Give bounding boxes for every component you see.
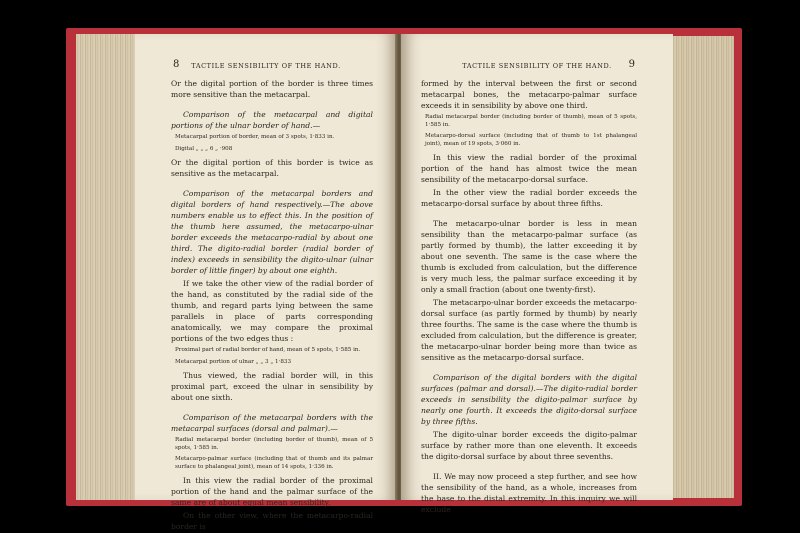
paragraph: If we take the other view of the radial border of the hand, as constituted by the radial side of the thumb, and regard parts lying between the same parallels in place of parts corresponding anatomically, we may compare the proximal portions of the two edges thus : [171, 279, 373, 343]
section-paragraph: Comparison of the metacarpal borders and digital borders of hand respectively.—The above numbers enable us to effect this. In the position of the thumb here assumed, the metacarpo-ulnar border exceeds the metacarpo-radial by about one third. The digito-radial border (radial border of index) exceeds in sensibility the digito-ulnar (ulnar border of little finger) by about one eighth. [171, 189, 373, 275]
paragraph: Thus viewed, the radial border will, in this proximal part, exceed the ulnar in sensibility by about one sixth. [171, 371, 373, 402]
left-running-head [135, 59, 397, 78]
section-heading: Comparison of the metacarpal and digital portions of the ulnar border of hand.— [171, 110, 373, 130]
right-page-text [401, 78, 673, 515]
data-line: Metacarpo-dorsal surface (including that of thumb to 1st phalangeal joint), mean of 19 spots, 3·060 in. [425, 133, 637, 147]
data-line: Metacarpal portion of ulnar „ „ 3 „ 1·833 [175, 358, 292, 365]
section-paragraph: Comparison of the digital borders with the digital surfaces (palmar and dorsal).—The digito-radial border exceeds in sensibility the digito-palmar surface by nearly one fourth. It exceeds the digito-dorsal surface by three fifths. [421, 373, 637, 426]
data-line: Radial metacarpal border (including border of thumb), mean of 5 spots, 1·585 in. [175, 437, 373, 451]
paragraph: In the other view the radial border exceeds the metacarpo-dorsal surface by about three fifths. [421, 188, 637, 208]
left-page-text [135, 78, 397, 532]
page-edges-right [672, 36, 734, 498]
page-number-left: 8 [173, 59, 180, 70]
page-edges-left [76, 34, 136, 500]
paragraph: In this view the radial border of the proximal portion of the hand and the palmar surface of the same are of about equal mean sensibility. [171, 476, 373, 507]
paragraph: In this view the radial border of the proximal portion of the hand has almost twice the mean sensibility of the metacarpo-dorsal surface. [421, 153, 637, 184]
data-line: Metacarpal portion of border, mean of 3 spots, 1·833 in. [175, 134, 335, 140]
running-head-title-left: TACTILE SENSIBILITY OF THE HAND. [191, 62, 341, 70]
data-line: Digital „ „ „ 6 „ ·908 [175, 145, 233, 152]
right-running-head [401, 59, 673, 78]
paragraph: The digito-ulnar border exceeds the digito-palmar surface by rather more than one eleventh. It exceeds the digito-dorsal surface by about three sevenths. [421, 430, 637, 461]
paragraph: Or the digital portion of this border is twice as sensitive as the metacarpal. [171, 158, 373, 178]
right-page [401, 34, 673, 514]
left-page [135, 34, 397, 531]
data-line: Proximal part of radial border of hand, mean of 5 spots, 1·585 in. [175, 347, 361, 353]
section-heading: Comparison of the metacarpal borders with the metacarpal surfaces (dorsal and palmar).— [171, 413, 373, 433]
paragraph: The metacarpo-ulnar border is less in mean sensibility than the metacarpo-palmar surface (as partly formed by thumb), the latter exceeding it by about one seventh. The same is the case where the thumb is excluded from calculation, but the difference is very much less, the palmar surface exceeding it by only a small fraction (about one twenty-first). [421, 219, 637, 294]
data-line: Radial metacarpal border (including border of thumb), mean of 5 spots, 1·585 in. [425, 114, 637, 128]
paragraph: On the other view, where the metacarpo-radial border is [171, 511, 373, 531]
paragraph: formed by the interval between the first or second metacarpal bones, the metacarpo-palmar surface exceeds it in sensibility by above one third. [421, 79, 637, 110]
paragraph: The metacarpo-ulnar border exceeds the metacarpo-dorsal surface (as partly formed by thumb) by nearly three fourths. The same is the case where the thumb is excluded from calculation, but the difference is greater, the metacarpo-ulnar border being more than twice as sensitive as the metacarpo-dorsal surface. [421, 298, 637, 362]
data-line: Metacarpo-palmar surface (including that of thumb and its palmar surface to phalangeal joint), mean of 14 spots, 1·336 in. [175, 456, 373, 470]
paragraph: Or the digital portion of the border is three times more sensitive than the metacarpal. [171, 79, 373, 99]
paragraph: II. We may now proceed a step further, and see how the sensibility of the hand, as a whole, increases from the base to the distal extremity. In this inquiry we will exclude [421, 472, 637, 514]
page-number-right: 9 [628, 59, 635, 70]
running-head-title-right: TACTILE SENSIBILITY OF THE HAND. [462, 62, 612, 70]
